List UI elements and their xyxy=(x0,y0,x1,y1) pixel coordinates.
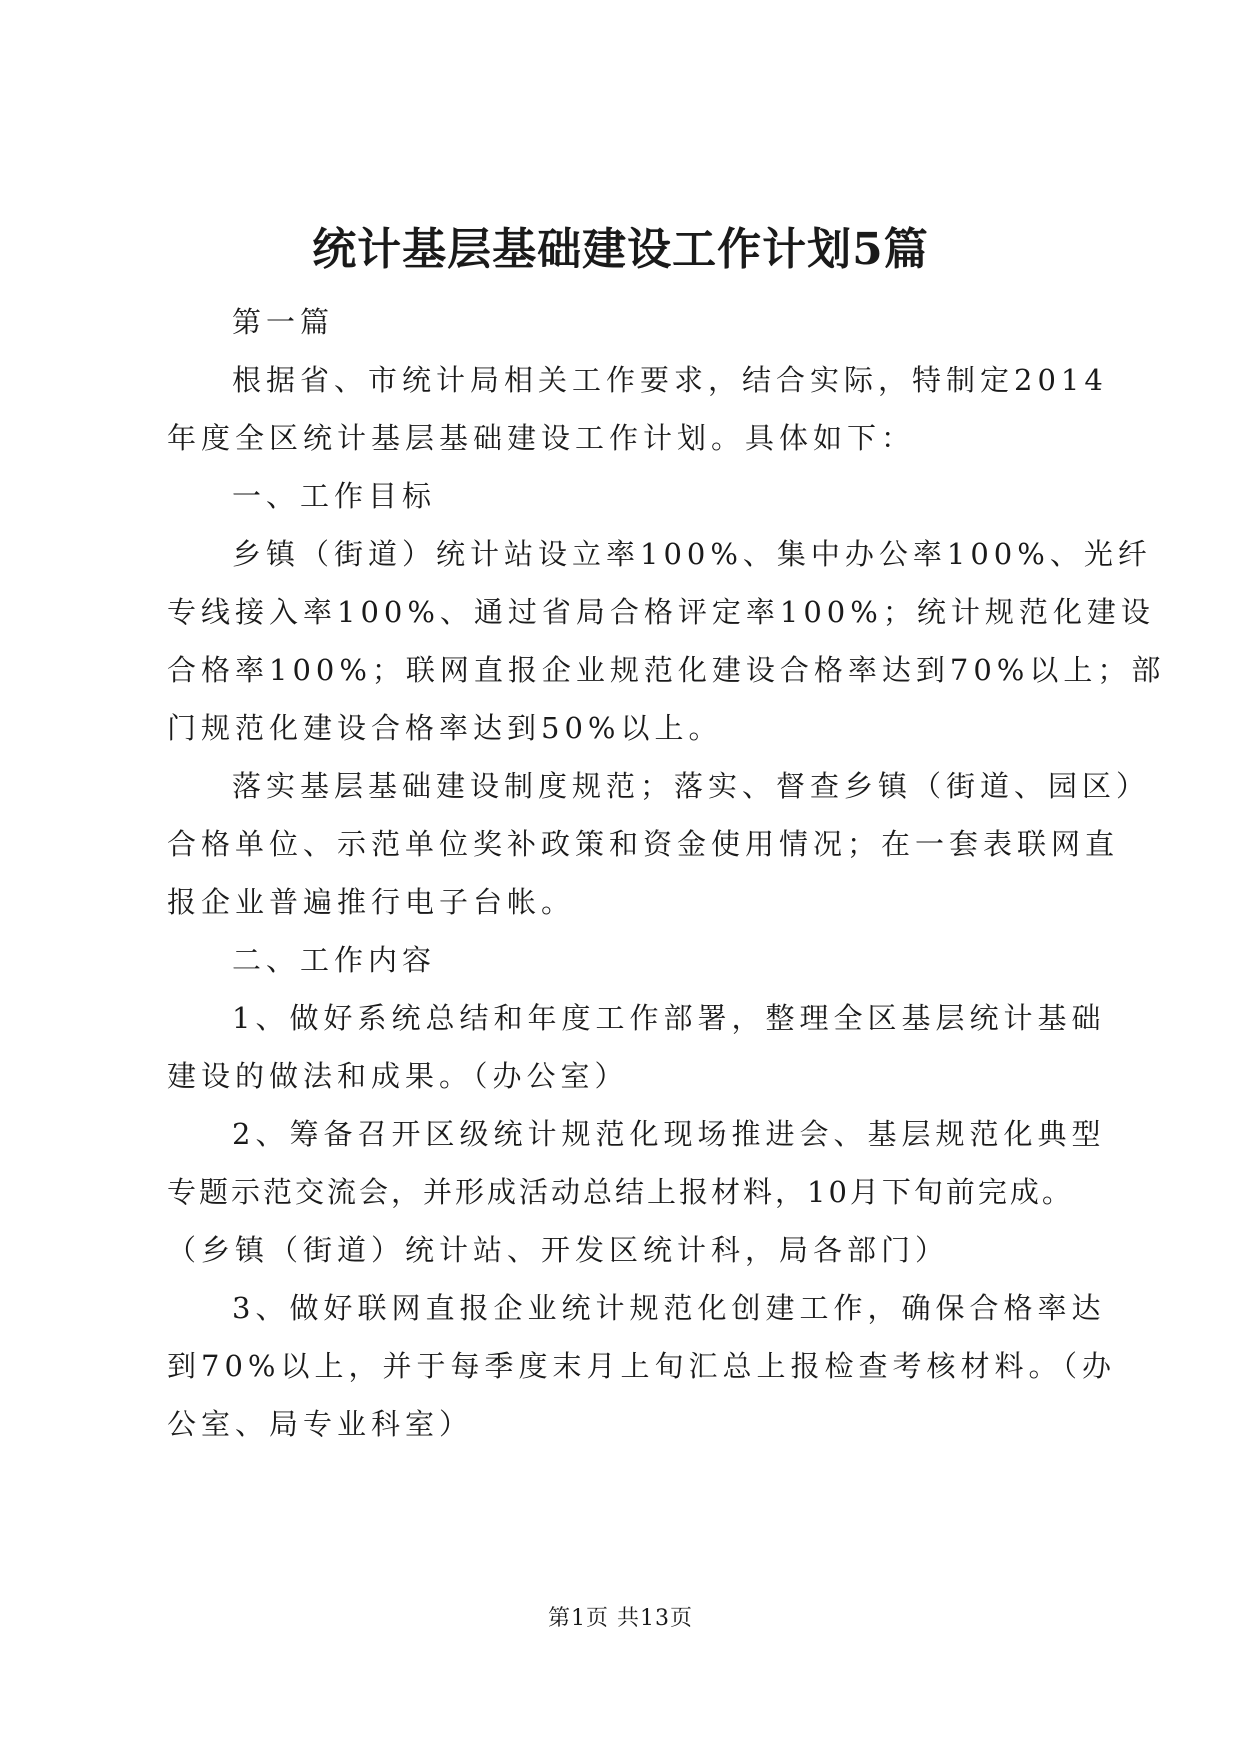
body-line: 年度全区统计基层基础建设工作计划。具体如下： xyxy=(167,421,916,455)
body-line: （乡镇（街道）统计站、开发区统计科，局各部门） xyxy=(167,1233,950,1267)
section-heading: 二、工作内容 xyxy=(232,943,437,977)
body-line: 报企业普遍推行电子台帐。 xyxy=(167,885,576,919)
body-line: 落实基层基础建设制度规范；落实、督查乡镇（街道、园区） xyxy=(232,769,1151,803)
body-line: 1、做好系统总结和年度工作部署，整理全区基层统计基础 xyxy=(232,1001,1106,1035)
page-footer: 第1页 共13页 xyxy=(548,1606,693,1631)
body-line: 3、做好联网直报企业统计规范化创建工作，确保合格率达 xyxy=(232,1291,1106,1325)
body-line: 合格率100%；联网直报企业规范化建设合格率达到70%以上；部 xyxy=(167,653,1166,687)
body-line: 门规范化建设合格率达到50%以上。 xyxy=(167,711,723,745)
document-body xyxy=(167,293,1166,1453)
document-title: 统计基层基础建设工作计划5篇 xyxy=(312,224,929,275)
body-line: 第一篇 xyxy=(232,305,335,339)
body-line: 到70%以上，并于每季度末月上旬汇总上报检查考核材料。（办 xyxy=(167,1349,1116,1383)
body-line: 根据省、市统计局相关工作要求，结合实际，特制定2014 xyxy=(232,363,1108,397)
body-line: 专线接入率100%、通过省局合格评定率100%；统计规范化建设 xyxy=(167,595,1155,629)
body-line: 合格单位、示范单位奖补政策和资金使用情况；在一套表联网直 xyxy=(167,827,1120,861)
body-line: 建设的做法和成果。（办公室） xyxy=(167,1059,629,1093)
section-heading: 一、工作目标 xyxy=(232,479,437,513)
body-line: 公室、局专业科室） xyxy=(167,1407,474,1441)
body-line: 2、筹备召开区级统计规范化现场推进会、基层规范化典型 xyxy=(232,1117,1106,1151)
body-line: 专题示范交流会，并形成活动总结上报材料，10月下旬前完成。 xyxy=(167,1175,1074,1209)
body-line: 乡镇（街道）统计站设立率100%、集中办公率100%、光纤 xyxy=(232,537,1152,571)
